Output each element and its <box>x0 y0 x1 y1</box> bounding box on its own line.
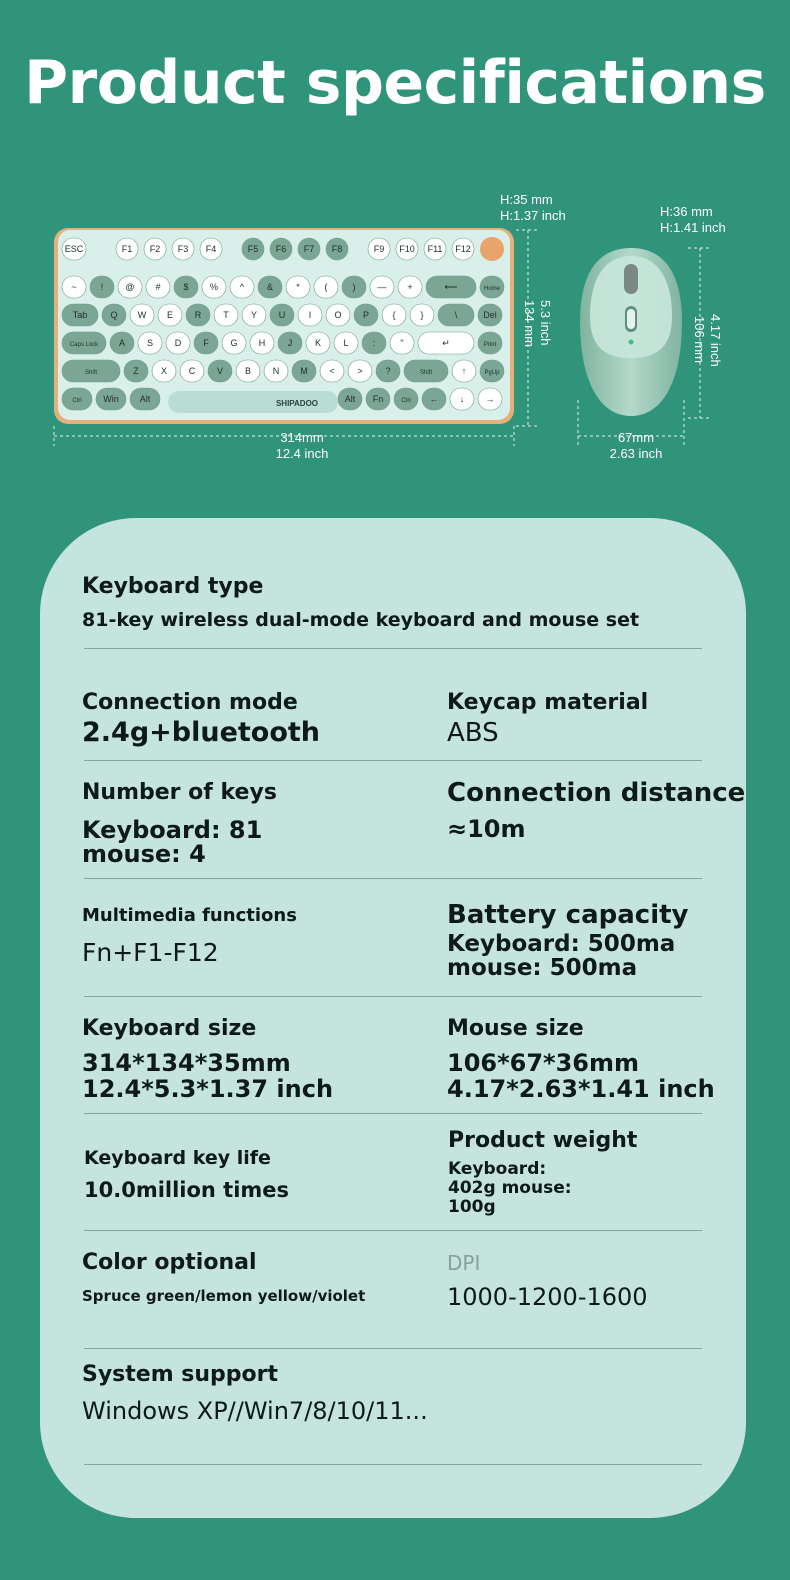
key-label: ↵ <box>442 338 450 348</box>
spec-multimedia <box>82 906 297 966</box>
key-label: K <box>314 338 322 348</box>
key-label: ⟵ <box>444 282 458 292</box>
key-label: R <box>194 310 202 320</box>
key-label: & <box>266 282 274 292</box>
kb-depth-mm-label: 134 mm <box>522 300 537 347</box>
key-label: F9 <box>373 244 385 254</box>
spec-value: 1000-1200-1600 <box>447 1283 648 1311</box>
key-label: Home <box>483 286 501 292</box>
key-label: B <box>244 366 252 376</box>
key-label: ↑ <box>461 366 467 376</box>
spec-key-life <box>84 1148 289 1200</box>
key-label: S <box>146 338 154 348</box>
mouse-length-label: 4.17 inch <box>708 314 723 367</box>
key-label: F2 <box>149 244 161 254</box>
spec-label: Keyboard size <box>82 1016 257 1041</box>
key-label: PgUp <box>484 370 500 376</box>
spec-value: 100g <box>448 1197 496 1217</box>
key-label: Z <box>133 366 139 376</box>
key-label: \ <box>454 310 458 320</box>
key-label: I <box>308 310 312 320</box>
key-label: F7 <box>303 244 315 254</box>
spec-dpi <box>447 1250 648 1310</box>
spec-value: 314*134*35mm <box>82 1049 291 1077</box>
spec-label: Multimedia functions <box>82 905 297 926</box>
spec-value: Windows XP//Win7/8/10/11... <box>82 1397 428 1425</box>
key-label: Tab <box>72 310 88 320</box>
spec-label: Keyboard type <box>82 574 264 599</box>
specs-card <box>40 518 746 1518</box>
spec-number-of-keys <box>82 780 277 866</box>
kb-width-label: 314mm 12.4 inch <box>275 430 329 461</box>
key-label: Shift <box>84 370 98 376</box>
spec-label: Color optional <box>82 1250 257 1275</box>
key-label: Fn <box>372 394 384 404</box>
spec-keycap-material <box>447 690 648 746</box>
key-label: $ <box>183 282 189 292</box>
spec-label: Connection distance <box>447 778 746 808</box>
key-label: ← <box>429 394 439 404</box>
key-label: H <box>258 338 266 348</box>
divider <box>84 878 702 879</box>
key-label: ( <box>324 282 328 292</box>
divider <box>84 1113 702 1114</box>
key-label: } <box>420 310 424 320</box>
key-label: D <box>174 338 182 348</box>
spec-color <box>82 1250 365 1306</box>
key-label: Q <box>110 310 118 320</box>
key-label: Alt <box>139 394 151 404</box>
kb-height-label: H:35 mm H:1.37 inch <box>500 192 566 223</box>
key-label: F3 <box>177 244 189 254</box>
mouse-width-label: 67mm 2.63 inch <box>609 430 663 461</box>
spec-value: ABS <box>447 718 499 748</box>
spec-value: 4.17*2.63*1.41 inch <box>447 1075 715 1103</box>
spec-value: Spruce green/lemon yellow/violet <box>82 1287 366 1305</box>
key-label: F10 <box>399 244 415 254</box>
key-label: F5 <box>247 244 259 254</box>
key-label: ! <box>100 282 104 292</box>
key-label: T <box>223 310 229 320</box>
spec-label: System support <box>82 1362 279 1387</box>
spec-keyboard-size <box>82 1016 333 1102</box>
key-label: A <box>118 338 126 348</box>
key-label: J <box>287 338 293 348</box>
key-label: Ctrl <box>72 398 82 404</box>
divider <box>84 648 702 649</box>
spec-keyboard-type <box>82 574 722 630</box>
spec-value: 12.4*5.3*1.37 inch <box>82 1075 334 1103</box>
key-label: F1 <box>121 244 133 254</box>
key-label: @ <box>125 282 135 292</box>
key-label: V <box>216 366 224 376</box>
key-label: X <box>160 366 168 376</box>
key-label: F6 <box>275 244 287 254</box>
spec-label: Battery capacity <box>447 900 689 930</box>
key-label: Shift <box>419 370 433 376</box>
spec-value: Keyboard: 81 <box>82 816 263 844</box>
spec-label: Connection mode <box>82 690 298 715</box>
page-title: Product specifications <box>24 48 766 118</box>
key-label: M <box>300 366 308 376</box>
spec-value: Keyboard: <box>448 1159 547 1179</box>
key-label: * <box>296 282 300 292</box>
key-label: " <box>400 338 404 348</box>
product-illustration <box>0 190 790 480</box>
key-label: F <box>203 338 209 348</box>
spec-system-support <box>82 1362 722 1424</box>
spec-product-weight <box>448 1128 637 1217</box>
spec-label: Product weight <box>448 1128 638 1153</box>
key-label: Win <box>103 394 119 404</box>
divider <box>84 1230 702 1231</box>
key-label: Ctrl <box>401 398 411 404</box>
spec-value: 106*67*36mm <box>447 1049 640 1077</box>
spec-value: Keyboard: 500ma <box>447 931 676 957</box>
spec-label: Mouse size <box>447 1016 584 1041</box>
key-label: ESC <box>64 244 84 254</box>
spec-value: 402g mouse: <box>448 1178 572 1198</box>
key-label: ^ <box>239 282 245 292</box>
key-label: > <box>357 366 363 376</box>
key-label: + <box>407 282 413 292</box>
key-label: ? <box>385 366 391 376</box>
spec-label: Number of keys <box>82 780 277 805</box>
key-label: W <box>137 310 147 320</box>
key-label: L <box>343 338 349 348</box>
key-label: N <box>272 366 280 376</box>
spec-battery <box>447 900 689 980</box>
key-label: ~ <box>71 282 77 292</box>
spec-value: ≈10m <box>447 815 526 843</box>
spec-value: 81-key wireless dual-mode keyboard and mouse set <box>82 609 640 631</box>
spec-connection-mode <box>82 690 320 746</box>
spec-value: mouse: 500ma <box>447 955 638 981</box>
spec-label: Keycap material <box>447 690 649 715</box>
keyboard-brand: SHIPADOO <box>275 399 319 408</box>
key-label: F12 <box>455 244 471 254</box>
key-label: # <box>155 282 161 292</box>
kb-depth-label: 5.3 inch <box>538 300 553 346</box>
key-label: Del <box>483 310 497 320</box>
spec-label: DPI <box>447 1251 481 1275</box>
mouse-image <box>578 246 684 418</box>
spec-value: Fn+F1-F12 <box>82 938 219 967</box>
key-label: ) <box>352 282 356 292</box>
key-label: C <box>188 366 196 376</box>
key-label: E <box>166 310 174 320</box>
key-label: Caps Lock <box>69 342 99 348</box>
divider <box>84 760 702 761</box>
key-label: F8 <box>331 244 343 254</box>
key-label: G <box>230 338 238 348</box>
mouse-height-label: H:36 mm H:1.41 inch <box>660 204 726 235</box>
key-label: — <box>377 282 387 292</box>
spec-value: mouse: 4 <box>82 840 206 868</box>
key-label: O <box>334 310 342 320</box>
divider <box>84 1464 702 1465</box>
key-label: F11 <box>427 244 443 254</box>
key-label: P <box>362 310 370 320</box>
spec-label: Keyboard key life <box>84 1147 271 1169</box>
key-label: Alt <box>344 394 356 404</box>
divider <box>84 1348 702 1349</box>
mouse-length-mm-label: 106 mm <box>692 316 707 363</box>
key-label: { <box>392 310 396 320</box>
divider <box>84 996 702 997</box>
key-label: → <box>485 394 495 404</box>
key-label: : <box>372 338 376 348</box>
key-label: Y <box>250 310 258 320</box>
key-label: % <box>209 282 219 292</box>
spec-value: 10.0million times <box>84 1178 290 1202</box>
key-label: Print <box>483 342 497 348</box>
key-label: F4 <box>205 244 217 254</box>
key-label: < <box>329 366 335 376</box>
spec-mouse-size <box>447 1016 715 1102</box>
spec-connection-distance <box>447 778 745 842</box>
key-label: ↓ <box>459 394 465 404</box>
spec-value: 2.4g+bluetooth <box>82 717 321 748</box>
key-label: U <box>278 310 286 320</box>
